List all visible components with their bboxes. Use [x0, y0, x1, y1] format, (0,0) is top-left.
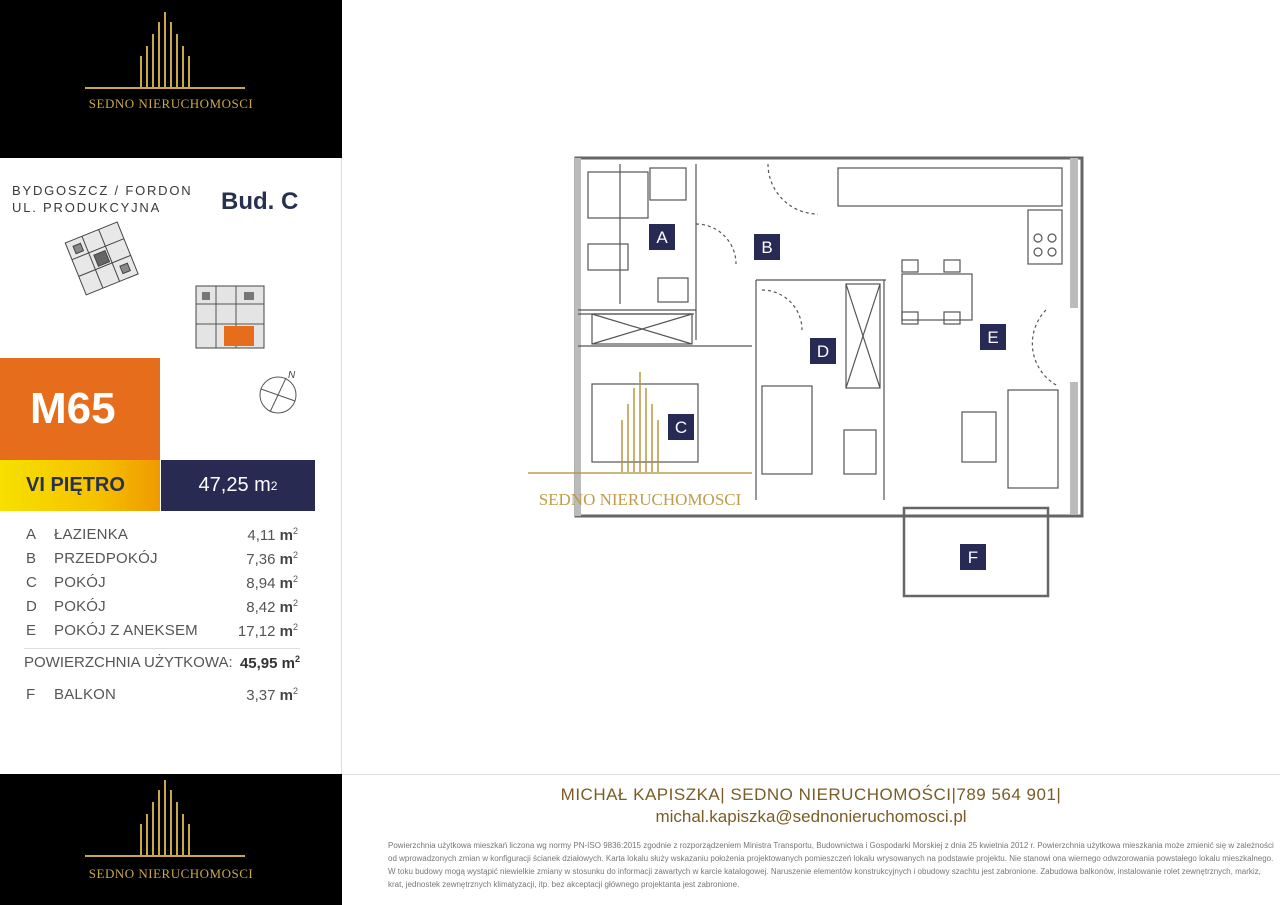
- room-name: POKÓJ: [54, 598, 106, 615]
- room-name: ŁAZIENKA: [54, 526, 129, 543]
- logo-text: SEDNO NIERUCHOMOSCI: [88, 96, 254, 111]
- plan-label-f: F: [967, 548, 979, 567]
- plan-label-b: B: [761, 238, 773, 257]
- total-area-sup: 2: [294, 654, 300, 664]
- plan-label-a: A: [656, 228, 668, 247]
- floor-plan: [528, 150, 1088, 610]
- info-panel: [0, 158, 342, 774]
- total-area-number: 45,95 m: [239, 655, 295, 672]
- room-area: [238, 622, 298, 640]
- contact-email[interactable]: michal.kapiszka@sednonieruchomosci.pl: [655, 807, 967, 826]
- contact-section: [342, 774, 1280, 905]
- location-city: BYDGOSZCZ / FORDON: [12, 183, 193, 198]
- room-area-sup: 2: [292, 622, 298, 632]
- compass-north-label: N: [288, 370, 296, 381]
- room-area-value: 17,12: [237, 623, 276, 640]
- room-area: [246, 598, 298, 616]
- watermark-text: SEDNO NIERUCHOMOSCI: [538, 490, 742, 509]
- room-area-value: 7,36: [246, 551, 276, 568]
- room-letter: F: [26, 686, 36, 703]
- building-site-icon: [60, 216, 146, 302]
- plan-label-e: E: [987, 328, 999, 347]
- room-row: [0, 622, 310, 644]
- room-area: [246, 686, 298, 704]
- unit-code-badge: M65: [0, 358, 160, 460]
- room-area: [247, 526, 298, 544]
- contact-line: MICHAŁ KAPISZKA| SEDNO NIERUCHOMOŚCI|789 564 901|: [560, 785, 1062, 804]
- room-area-unit: m: [279, 575, 293, 592]
- logo-top: [0, 0, 342, 158]
- room-row: [0, 526, 310, 548]
- room-area-unit: m: [279, 599, 293, 616]
- room-letter: B: [26, 550, 37, 567]
- building-label: Bud. C: [221, 188, 299, 215]
- room-letter: A: [26, 526, 37, 543]
- room-area-sup: 2: [292, 574, 298, 584]
- watermark-skyline-icon: [528, 372, 752, 473]
- unit-area-badge: [161, 460, 315, 511]
- logo-bottom: [0, 774, 342, 905]
- total-area-label: POWIERZCHNIA UŻYTKOWA:: [24, 654, 233, 671]
- location-address: [12, 182, 192, 216]
- unit-area-value: 47,25 m: [198, 474, 271, 496]
- room-row: [0, 574, 310, 596]
- room-area-unit: m: [279, 551, 293, 568]
- unit-area-sup: 2: [270, 478, 278, 493]
- room-letter: D: [26, 598, 37, 615]
- room-area: [246, 550, 298, 568]
- disclaimer-text: Powierzchnia użytkowa mieszkań liczona wg normy PN-ISO 9836:2015 zgodnie z rozporządzeniem Ministra Transportu, Budownictwa i Gospodarki Morskiej z dnia 25 kwietnia 2012 r. Powierzchnia użytkowa mieszkania może zmienić się w zależności od wprowadzonych zmian w konfiguracji ścianek działowych. Karta lokalu służy wskazaniu położenia projektowanych pomieszczeń lokalu wrysowanych na podstawie projektu. Nie stanowi ona wiernego odwzorowania powstałego lokalu mieszkalnego. W toku budowy mogą wystąpić niewielkie zmiany w stosunku do informacji zawartych w karcie katalogowej. Naruszenie elementów konstrukcyjnych i obudowy szachtu jest zabronione. Zabudowa balkonów, instalowanie rolet zewnętrznych, markiz, krat, jednostek zewnętrznych klimatyzacji, itp. bez akceptacji głównego projektanta jest zabronione.: [388, 841, 1274, 889]
- room-letter: C: [26, 574, 37, 591]
- room-area: [246, 574, 298, 592]
- plan-label-c: C: [674, 418, 688, 437]
- room-area-sup: 2: [292, 526, 298, 536]
- room-area-sup: 2: [292, 598, 298, 608]
- room-name: POKÓJ Z ANEKSEM: [54, 622, 198, 639]
- total-area-value: [240, 654, 300, 672]
- room-area-unit: m: [279, 527, 293, 544]
- balcony-row: [0, 686, 310, 708]
- room-area-value: 8,42: [246, 599, 276, 616]
- plan-label-d: D: [816, 342, 830, 361]
- room-area-value: 4,11: [247, 527, 276, 544]
- room-name: PRZEDPOKÓJ: [54, 550, 158, 567]
- room-area-sup: 2: [292, 686, 298, 696]
- room-area-unit: m: [279, 623, 293, 640]
- room-area-value: 3,37: [246, 687, 276, 704]
- logo-text: SEDNO NIERUCHOMOSCI: [88, 866, 254, 881]
- room-area-value: 8,94: [246, 575, 276, 592]
- floor-badge: VI PIĘTRO: [0, 460, 160, 511]
- location-street: UL. PRODUKCYJNA: [12, 200, 162, 215]
- room-area-sup: 2: [292, 550, 298, 560]
- room-letter: E: [26, 622, 37, 639]
- total-area-row: [24, 648, 300, 674]
- skyline-logo-icon: [81, 780, 249, 860]
- compass-icon: [256, 368, 306, 418]
- room-name: POKÓJ: [54, 574, 106, 591]
- room-row: [0, 598, 310, 620]
- room-row: [0, 550, 310, 572]
- skyline-logo-icon: [81, 12, 249, 92]
- room-name: BALKON: [54, 686, 117, 703]
- room-area-unit: m: [279, 687, 293, 704]
- floor-location-icon: [190, 280, 270, 354]
